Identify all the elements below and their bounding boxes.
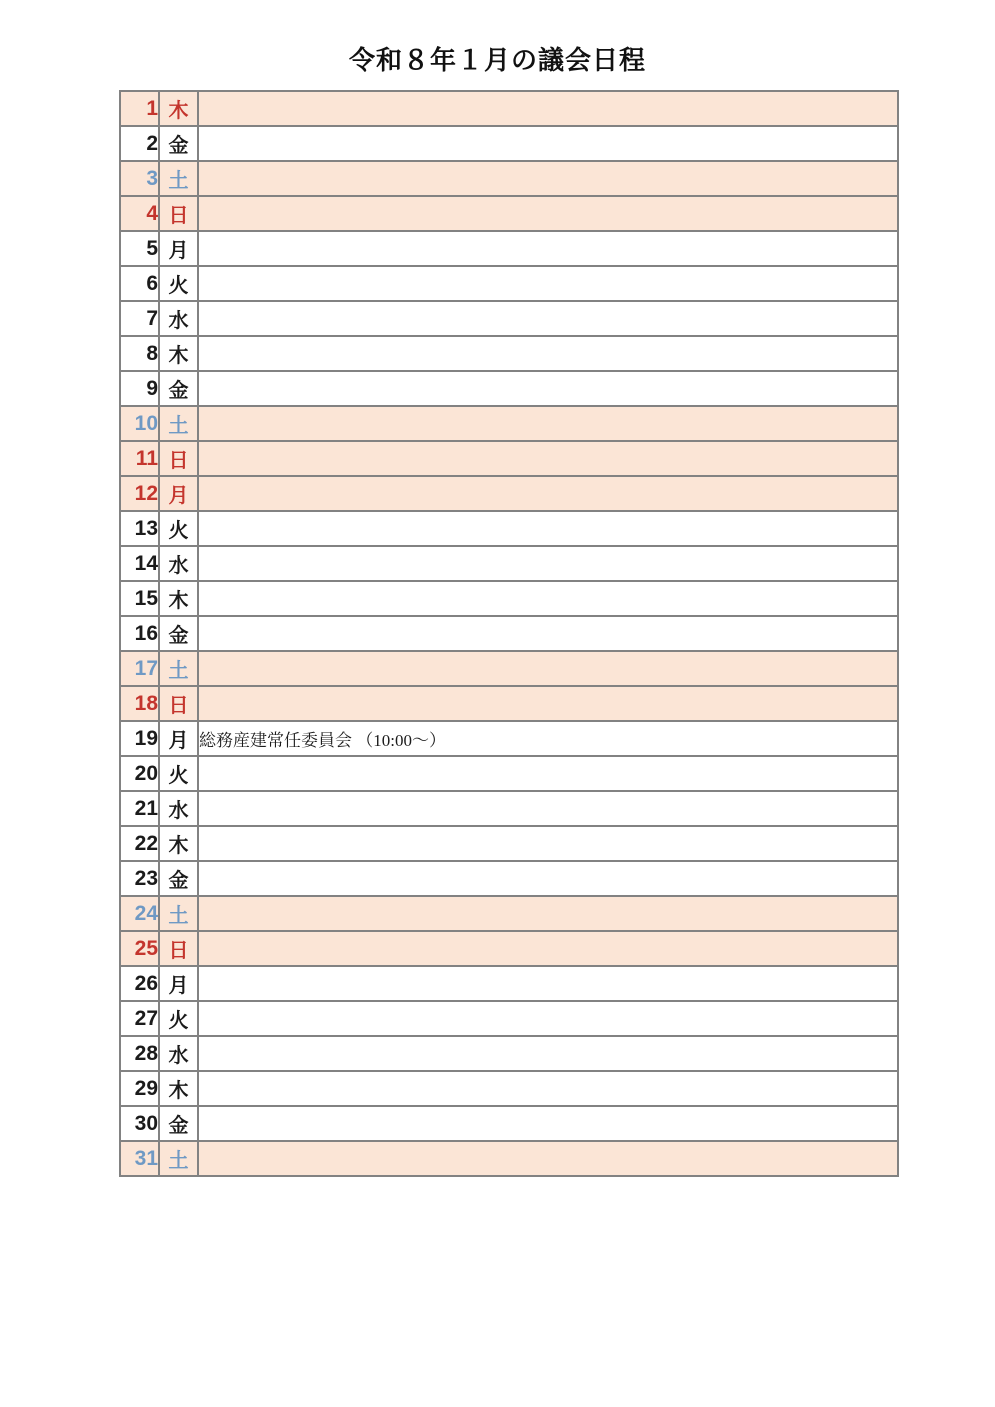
weekday-label: 水 [159,791,198,826]
weekday-label: 水 [159,546,198,581]
calendar-row [120,721,898,756]
weekday-label: 木 [159,826,198,861]
calendar-row [120,686,898,721]
weekday-label: 金 [159,861,198,896]
day-number: 15 [120,581,159,616]
day-number: 31 [120,1141,159,1176]
weekday-label: 火 [159,266,198,301]
day-number: 26 [120,966,159,1001]
weekday-label: 金 [159,1106,198,1141]
day-number: 7 [120,301,159,336]
weekday-label: 月 [159,231,198,266]
event-text [198,686,898,721]
calendar-row [120,126,898,161]
weekday-label: 月 [159,721,198,756]
weekday-label: 金 [159,616,198,651]
event-text [198,336,898,371]
day-number: 6 [120,266,159,301]
day-number: 16 [120,616,159,651]
day-number: 4 [120,196,159,231]
event-text [198,406,898,441]
calendar-row [120,266,898,301]
calendar-row [120,546,898,581]
day-number: 24 [120,896,159,931]
day-number: 3 [120,161,159,196]
event-text [198,861,898,896]
day-number: 2 [120,126,159,161]
weekday-label: 水 [159,301,198,336]
event-text [198,1141,898,1176]
calendar-row [120,441,898,476]
calendar-row [120,1141,898,1176]
page-title: 令和８年１月の議会日程 [348,45,646,75]
event-text [198,91,898,126]
calendar-row [120,476,898,511]
weekday-label: 土 [159,161,198,196]
event-text [198,791,898,826]
weekday-label: 金 [159,126,198,161]
event-text [198,1071,898,1106]
calendar-row [120,1001,898,1036]
event-text [198,581,898,616]
day-number: 13 [120,511,159,546]
event-text [198,1106,898,1141]
weekday-label: 木 [159,336,198,371]
weekday-label: 土 [159,406,198,441]
event-text [198,966,898,1001]
day-number: 19 [120,721,159,756]
calendar-row [120,1071,898,1106]
day-number: 21 [120,791,159,826]
day-number: 28 [120,1036,159,1071]
calendar-row [120,1106,898,1141]
weekday-label: 日 [159,686,198,721]
calendar-row [120,301,898,336]
calendar-row [120,616,898,651]
event-text [198,826,898,861]
weekday-label: 土 [159,1141,198,1176]
calendar-row [120,931,898,966]
calendar-row [120,861,898,896]
calendar-row [120,161,898,196]
calendar-row [120,756,898,791]
weekday-label: 日 [159,441,198,476]
event-text [198,161,898,196]
weekday-label: 木 [159,1071,198,1106]
day-number: 8 [120,336,159,371]
weekday-label: 月 [159,476,198,511]
weekday-label: 火 [159,511,198,546]
calendar-row [120,371,898,406]
weekday-label: 日 [159,931,198,966]
weekday-label: 月 [159,966,198,1001]
calendar-row [120,196,898,231]
day-number: 14 [120,546,159,581]
calendar-row [120,511,898,546]
calendar-row [120,336,898,371]
schedule-table-body [120,91,898,1176]
event-text [198,511,898,546]
event-text [198,126,898,161]
calendar-row [120,791,898,826]
calendar-row [120,1036,898,1071]
event-text [198,196,898,231]
weekday-label: 水 [159,1036,198,1071]
calendar-row [120,651,898,686]
day-number: 22 [120,826,159,861]
event-text [198,441,898,476]
weekday-label: 木 [159,581,198,616]
day-number: 12 [120,476,159,511]
day-number: 9 [120,371,159,406]
calendar-row [120,966,898,1001]
calendar-row [120,406,898,441]
day-number: 18 [120,686,159,721]
calendar-row [120,826,898,861]
event-text [198,896,898,931]
event-text [198,546,898,581]
day-number: 20 [120,756,159,791]
weekday-label: 木 [159,91,198,126]
weekday-label: 日 [159,196,198,231]
day-number: 23 [120,861,159,896]
event-text [198,301,898,336]
day-number: 1 [120,91,159,126]
day-number: 5 [120,231,159,266]
day-number: 27 [120,1001,159,1036]
weekday-label: 土 [159,896,198,931]
event-text [198,1036,898,1071]
event-text [198,476,898,511]
event-text [198,371,898,406]
day-number: 17 [120,651,159,686]
event-text [198,931,898,966]
weekday-label: 火 [159,1001,198,1036]
event-text [198,651,898,686]
weekday-label: 土 [159,651,198,686]
weekday-label: 金 [159,371,198,406]
calendar-row [120,231,898,266]
event-text [198,231,898,266]
event-text [198,1001,898,1036]
weekday-label: 火 [159,756,198,791]
day-number: 11 [120,441,159,476]
event-text [198,756,898,791]
day-number: 29 [120,1071,159,1106]
calendar-row [120,896,898,931]
day-number: 30 [120,1106,159,1141]
day-number: 10 [120,406,159,441]
calendar-row [120,581,898,616]
schedule-table [119,90,899,1177]
day-number: 25 [120,931,159,966]
event-text [198,266,898,301]
event-text: 総務産建常任委員会 （10:00～） [198,721,898,756]
calendar-row [120,91,898,126]
event-text [198,616,898,651]
